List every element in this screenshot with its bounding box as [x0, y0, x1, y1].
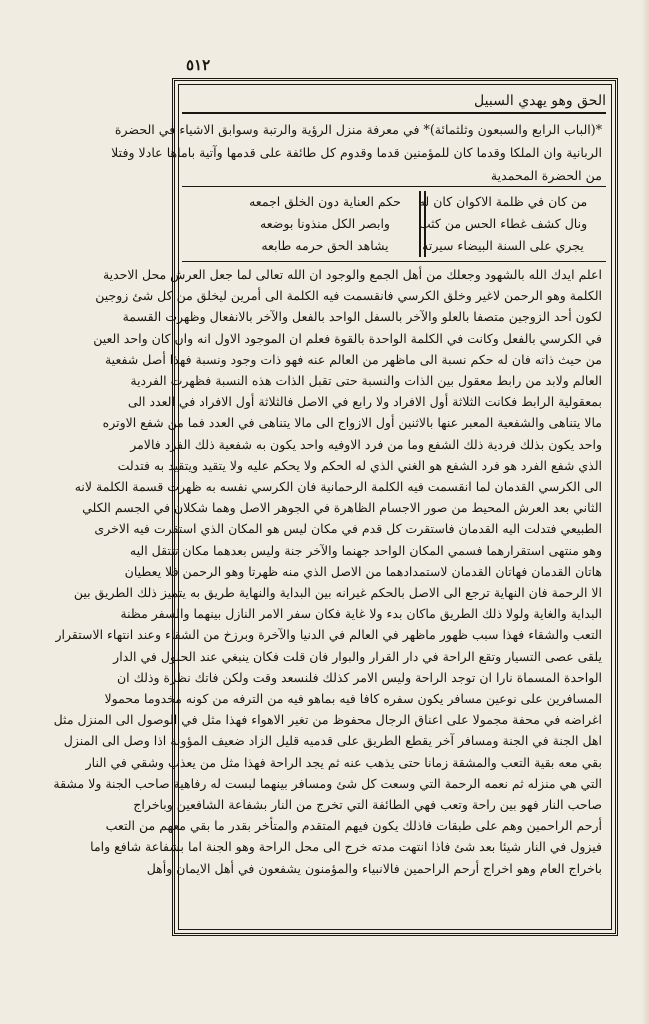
body-line: الا الرحمة فان النهاية ترجع الى الاصل بالحكم غيرانه بين البداية والنهاية طريق به يتميز ذلك الطريق بين	[73, 585, 602, 601]
body-line: أرحم الراحمين وهم على طبقات فاذلك يكون فيهم المتقدم والمتأخر بقدر ما بقي معهم من التعب	[105, 818, 602, 834]
body-line: العالم ولابد من رابط معقول بين الذات والنسبة حتى تقبل الذات هذه النسبة فظهرت الفردية	[130, 373, 602, 389]
body-line: لكون أحد الزوجين متصفا بالعلو والآخر بالسفل الواحد بالفعل والآخر بالانفعال وظهرت القسمة	[122, 309, 602, 325]
body-line: الى الكرسي القدمان لما انقسمت فيه الكلمة الرحمانية فان الكرسي نفسه به ظهرت قسمة الكلمة لانه	[74, 479, 602, 495]
body-line: الطبيعي فتدلت اليه القدمان فاستقرت كل قدم في مكان ليس هو المكان الذي استقرت فيه الاخرى	[94, 521, 602, 537]
body-line: البداية والغاية ولولا ذلك الطريق ماكان بدء ولا غاية فكان سفر الامر النازل بينهما والسفر مظنة	[120, 606, 602, 622]
chapter-heading-line: الربانية وان الملكا وقدما كان للمؤمنين قدما وقدوم كل طائفة على قدمها وآتية باماها عادلا وفتلا	[111, 145, 602, 160]
body-line: صاحب النار فهو بين راحة وتعب فهي الطائفة التي تخرج من النار بشفاعة الشافعين وباخراج	[133, 797, 602, 813]
body-line: اعلم ايدك الله بالشهود وجعلك من أهل الجمع والوجود ان الله تعالى لما جعل العرش محل الاحدية	[102, 267, 602, 282]
body-line: التي هي منزله ثم نعمه الرحمة التي وسعت كل شئ ومسافر بينهما لبست له رفاهية صاحب الجنة ولا مشقة	[53, 775, 602, 791]
body-line: اهل الجنة في الجنة ومسافر آخر يقطع الطريق على قدميه قليل الزاد ضعيف المؤونة اذا وصل الى المنزل	[63, 733, 602, 749]
page-number: ٥١٢	[186, 56, 211, 74]
body-line: وهو منتهى استقرارهما فسمي المكان الواحد جهنما والآخر جنة وليس بعدهما مكان تنتقل اليه	[129, 542, 602, 558]
body-line: في الكرسي بالفعل وكانت في الكلمة الواحدة بالقوة فعلم ان الموجود الاول انه وان كان واحد العين	[93, 330, 602, 346]
body-line: بمعقولية الرابط فكانت الثلاثة أول الافراد ولا رابع في الاصل فالثلاثة أول الافراد في العدد الى	[127, 394, 602, 410]
body-line: بقي معه بقية التعب والمشقة زمانا حتى يذهب عنه ثم يجد الراحة فهذا مثل من يعذب وشقي في النار	[85, 754, 602, 770]
poem-right-hemistichs	[418, 191, 588, 257]
body-line: مالا يتناهى والشفعية المعبر عنها بالاثنين أول الازواج الى مالا يتناهى في العدد فما من شفع الاوتره	[102, 415, 602, 431]
poem-block	[182, 186, 606, 262]
body-text	[53, 264, 602, 879]
running-head: الحق وهو يهدي السبيل	[182, 90, 606, 114]
body-line: اغراضه في محفة مجمولا على اعناق الرجال محفوظ من تغير الاهواء فهذا مثل في الوصول الى المنزل مثل	[53, 712, 602, 728]
poem-verse: يشاهد الحق حرمه طابعه	[261, 238, 389, 253]
body-line: هاتان القدمان فهاتان القدمان لاستمدادهما من الاصل الذي منه ظهرتا وهو الرحمن فلا يعطيان	[124, 563, 602, 579]
body-line: من حيث ذاته فان له حكم نسبة الى ماظهر من العالم عنه فهو ذات وجود ونسبة فهذا أصل شفعية	[104, 351, 602, 367]
chapter-heading	[111, 118, 602, 187]
poem-verse: حكم العناية دون الخلق اجمعه	[249, 194, 401, 209]
chapter-heading-line: من الحضرة المحمدية	[490, 168, 602, 183]
body-line: الذي شفع الفرد هو فرد الشفع هو الغني الذي له الحكم ولا يحكم عليه ولا يتقيد ويتقيد به فتدلت	[117, 457, 602, 473]
poem-left-hemistichs	[240, 191, 410, 257]
poem-verse: وابصر الكل منذونا بوضعه	[260, 216, 390, 231]
body-line: الثاني بعد العرش المحيط من صور الاجسام الظاهرة في الجوهر الاصل وهما شكلان في الجسم الكلي	[82, 500, 602, 516]
poem-verse: ونال كشف غطاء الحس من كثب	[418, 216, 588, 231]
body-line: باخراج العام وهو اخراج أرحم الراحمين فالانبياء والمؤمنون يشفعون في أهل الايمان وأهل	[146, 860, 602, 876]
poem-verse: يجري على السنة البيضاء سيرته	[422, 238, 584, 253]
body-line: التعب والشقاء فهذا سبب ظهور ماظهر في العالم في الدنيا والآخرة وبرزخ من الشقاء وعند انتهاء الاستقرار	[55, 627, 602, 643]
body-line: الكلمة وهو الرحمن لاغير وخلق الكرسي فانقسمت فيه الكلمة الى أمرين ليخلق من كل شئ زوجين	[95, 288, 602, 304]
body-line: يلقى عصى التسيار وتقع الراحة في دار القرار والبوار فان قلت فكان ينبغي عند الحلول في الدار	[113, 648, 602, 664]
body-line: واحد يكون بذلك فردية ذلك الشفع وما من فرد الاوفيه واحد يكون به شفعية ذلك الفرد فالامر	[130, 436, 602, 452]
page-edge	[641, 0, 649, 1024]
body-line: المسافرين على نوعين مسافر يكون سفره كافا فيه بماهو فيه من الترفه من كونه مخدوما محمولا	[104, 691, 602, 707]
chapter-heading-line: *(الباب الرابع والسبعون وثلثمائة)* في معرفة منزل الرؤية والرتبة وسوابق الاشياء في الحضرة	[114, 122, 602, 137]
body-line: فيزول في النار شيئا بعد شئ فاذا انتهت مدته خرج الى محل الراحة وهو الجنة اما بشفاعة شافع واما	[90, 839, 602, 855]
body-line: الواحدة المسماة نارا ان توجد الراحة وليس الامر كذلك فلنسعد وقت ولكن فاتك نظرة وذلك ان	[116, 669, 602, 685]
poem-verse: من كان في ظلمة الاكوان كان له	[418, 194, 588, 209]
